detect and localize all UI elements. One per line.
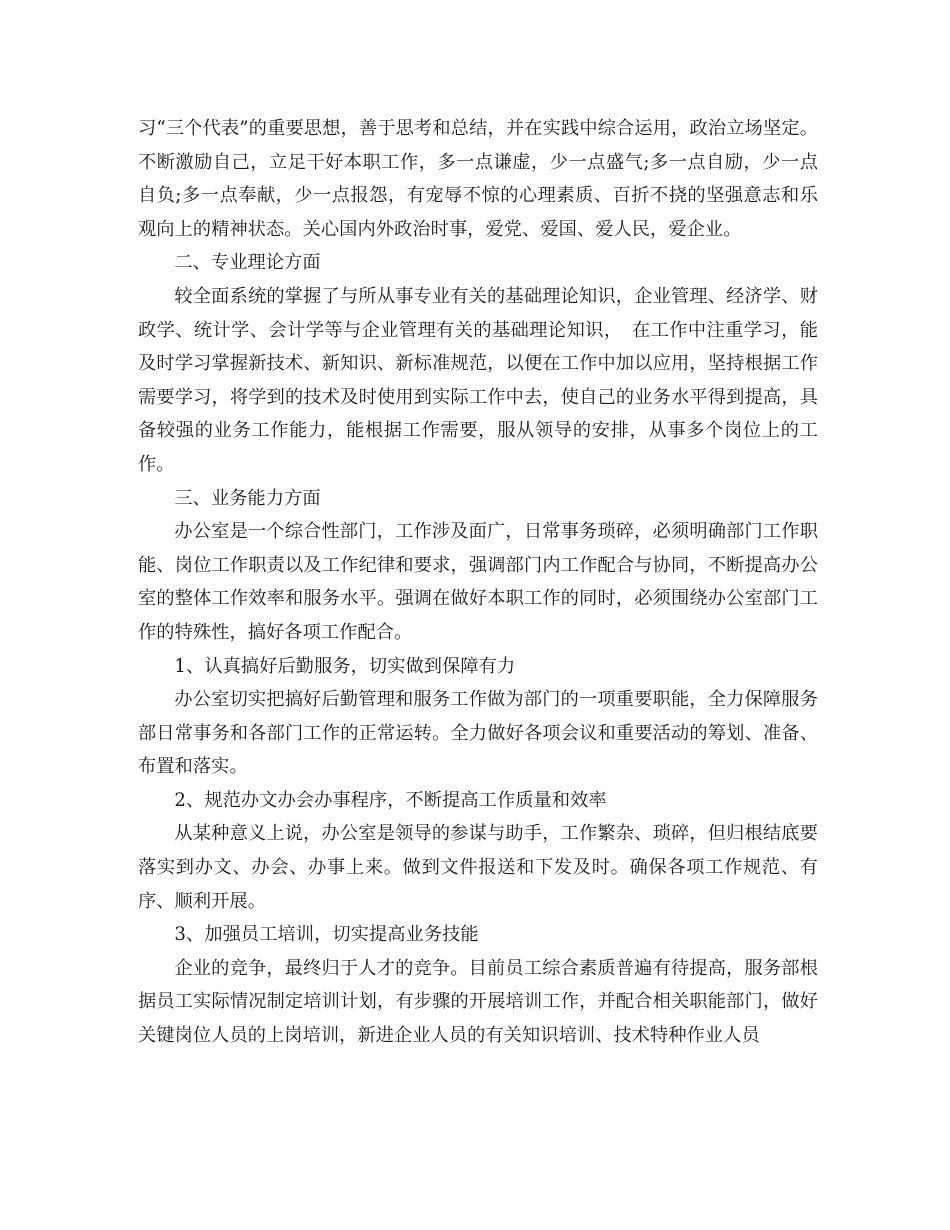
section-heading-professional-theory: 二、专业理论方面: [174, 252, 321, 274]
section-heading-business-ability: 三、业务能力方面: [174, 487, 321, 509]
subheading-standardize-procedures: 2、规范办文办会办事程序，不断提高工作质量和效率: [174, 789, 607, 811]
paragraph-staff-training: 企业的竞争，最终归于人才的竞争。目前员工综合素质普遍有待提高，服务部根据员工实际情况制定培训计划，有步骤的开展培训工作，并配合相关职能部门，做好关键岗位人员的上岗培训，新进企业人员的有关知识培训、技术特种作业人员: [138, 957, 818, 1047]
paragraph-professional-theory: 较全面系统的掌握了与所从事专业有关的基础理论知识，企业管理、经济学、财政学、统计学、会计学等与企业管理有关的基础理论知识， 在工作中注重学习，能及时学习掌握新技术、新知识、新标准规范，以便在工作中加以应用，坚持根据工作需要学习，将学到的技术及时使用到实际工作中去，使自己的业务水平得到提高，具备较强的业务工作能力，能根据工作需要，服从领导的安排，从事多个岗位上的工作。: [138, 285, 818, 475]
paragraph-business-ability: 办公室是一个综合性部门，工作涉及面广，日常事务琐碎，必须明确部门工作职能、岗位工作职责以及工作纪律和要求，强调部门内工作配合与协同，不断提高办公室的整体工作效率和服务水平。强调在做好本职工作的同时，必须围绕办公室部门工作的特殊性，搞好各项工作配合。: [138, 521, 818, 643]
paragraph-political-continuation: 习“三个代表”的重要思想，善于思考和总结，并在实践中综合运用，政治立场坚定。不断激励自己，立足干好本职工作，多一点谦虚，少一点盛气;多一点自励，少一点自负;多一点奉献，少一点报怨，有宠辱不惊的心理素质、百折不挠的坚强意志和乐观向上的精神状态。关心国内外政治时事，爱党、爱国、爱人民，爱企业。: [138, 118, 818, 240]
subheading-staff-training: 3、加强员工培训，切实提高业务技能: [174, 924, 479, 946]
subheading-logistics-service: 1、认真搞好后勤服务，切实做到保障有力: [174, 655, 516, 677]
paragraph-logistics-service: 办公室切实把搞好后勤管理和服务工作做为部门的一项重要职能，全力保障服务部日常事务和各部门工作的正常运转。全力做好各项会议和重要活动的筹划、准备、布置和落实。: [138, 689, 818, 778]
paragraph-standardize-procedures: 从某种意义上说，办公室是领导的参谋与助手，工作繁杂、琐碎，但归根结底要落实到办文、办会、办事上来。做到文件报送和下发及时。确保各项工作规范、有序、顺利开展。: [138, 823, 818, 912]
document-body: [138, 112, 818, 1053]
